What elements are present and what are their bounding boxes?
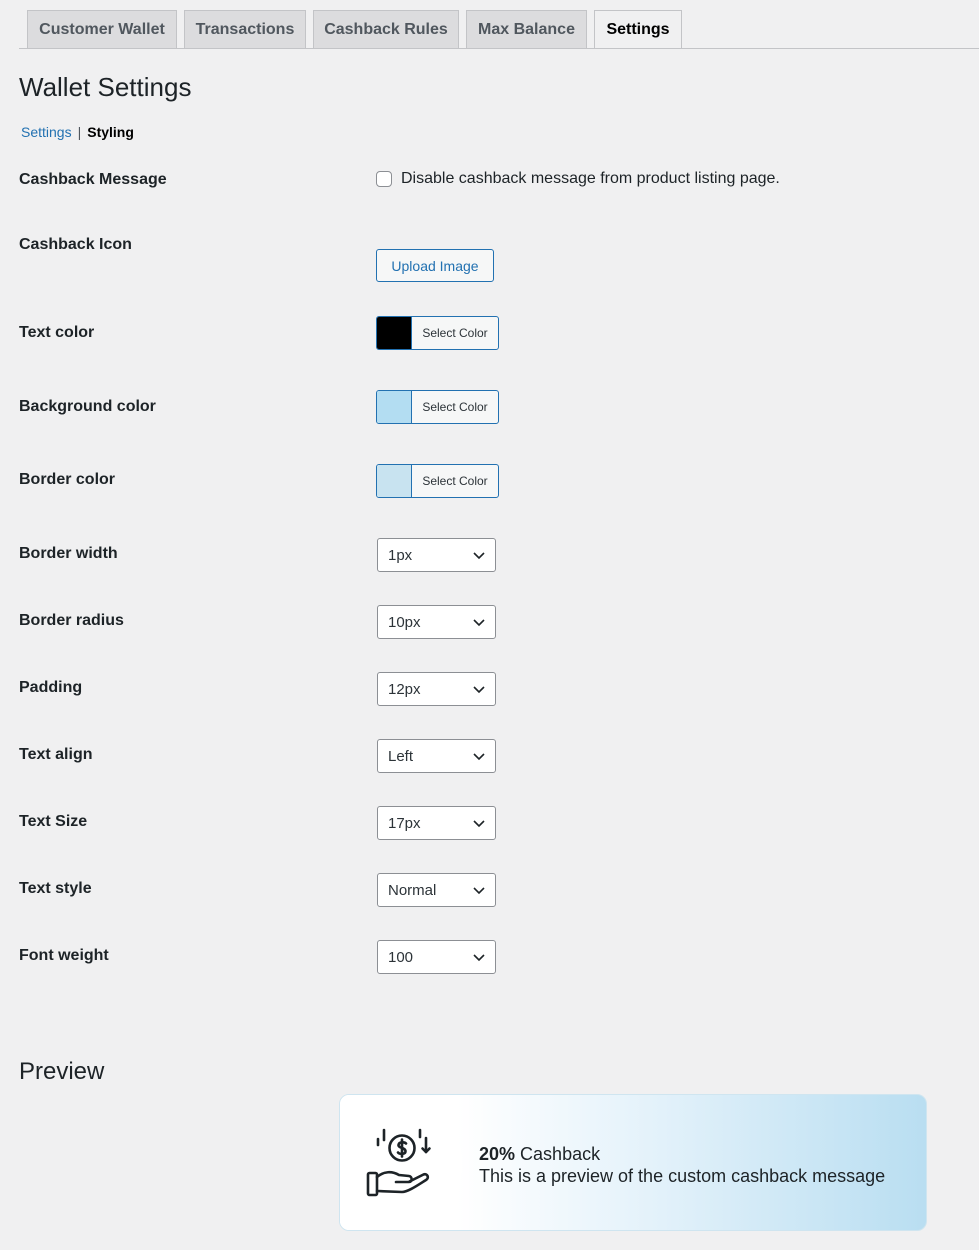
border-radius-select[interactable] — [377, 605, 496, 639]
preview-cashback-word: Cashback — [520, 1144, 601, 1164]
disable-cashback-checkbox-label[interactable]: Disable cashback message from product listing page. — [401, 170, 780, 187]
border-radius-value: 10px — [388, 613, 421, 631]
text-style-select[interactable] — [377, 873, 496, 907]
preview-message — [479, 1143, 885, 1187]
font-weight-select[interactable] — [377, 940, 496, 974]
border-width-select[interactable] — [377, 538, 496, 572]
nav-tabs — [0, 0, 979, 48]
page-title: Wallet Settings — [19, 72, 192, 102]
tab-max-balance[interactable]: Max Balance — [466, 10, 587, 48]
tabs-divider — [19, 48, 979, 49]
cashback-message-label: Cashback Message — [19, 171, 167, 188]
subnav-settings-link[interactable]: Settings — [21, 124, 72, 140]
chevron-down-icon — [472, 818, 486, 828]
text-size-label: Text Size — [19, 813, 88, 830]
text-align-value: Left — [388, 747, 414, 765]
border-width-value: 1px — [388, 546, 413, 564]
border-color-swatch — [377, 465, 412, 497]
chevron-down-icon — [472, 885, 486, 895]
subsub-nav — [21, 124, 134, 140]
chevron-down-icon — [472, 617, 486, 627]
padding-value: 12px — [388, 680, 421, 698]
text-style-label: Text style — [19, 880, 92, 897]
chevron-down-icon — [472, 751, 486, 761]
upload-image-button[interactable]: Upload Image — [376, 249, 494, 282]
background-color-label: Background color — [19, 398, 156, 415]
cashback-icon-label: Cashback Icon — [19, 236, 132, 253]
border-width-label: Border width — [19, 545, 118, 562]
text-color-label: Text color — [19, 324, 95, 341]
text-color-select-label: Select Color — [422, 326, 488, 340]
text-color-swatch — [377, 317, 412, 349]
disable-cashback-checkbox[interactable] — [376, 171, 392, 187]
tab-transactions[interactable]: Transactions — [184, 10, 306, 48]
chevron-down-icon — [472, 952, 486, 962]
text-align-label: Text align — [19, 746, 93, 763]
background-color-swatch — [377, 391, 412, 423]
cashback-message-option — [376, 170, 780, 188]
font-weight-label: Font weight — [19, 947, 109, 964]
chevron-down-icon — [472, 550, 486, 560]
preview-percent: 20% — [479, 1144, 516, 1164]
preview-body-text: This is a preview of the custom cashback message — [479, 1166, 886, 1186]
subnav-styling-current: Styling — [87, 124, 134, 140]
background-color-select-label: Select Color — [422, 400, 488, 414]
border-radius-label: Border radius — [19, 612, 124, 629]
tab-settings[interactable]: Settings — [594, 10, 682, 49]
preview-headline — [479, 1143, 885, 1165]
chevron-down-icon — [472, 684, 486, 694]
border-color-label: Border color — [19, 471, 116, 488]
cashback-hand-icon — [362, 1125, 440, 1203]
tab-customer-wallet[interactable]: Customer Wallet — [27, 10, 177, 48]
font-weight-value: 100 — [388, 948, 414, 966]
text-size-select[interactable] — [377, 806, 496, 840]
border-color-picker[interactable] — [376, 464, 499, 498]
text-color-picker[interactable] — [376, 316, 499, 350]
tab-cashback-rules[interactable]: Cashback Rules — [313, 10, 459, 48]
subnav-separator: | — [77, 124, 82, 140]
background-color-picker[interactable] — [376, 390, 499, 424]
padding-select[interactable] — [377, 672, 496, 706]
text-style-value: Normal — [388, 881, 437, 899]
padding-label: Padding — [19, 679, 83, 696]
text-align-select[interactable] — [377, 739, 496, 773]
border-color-select-label: Select Color — [422, 474, 488, 488]
cashback-preview-box — [339, 1094, 927, 1231]
preview-heading: Preview — [19, 1058, 105, 1085]
text-size-value: 17px — [388, 814, 421, 832]
